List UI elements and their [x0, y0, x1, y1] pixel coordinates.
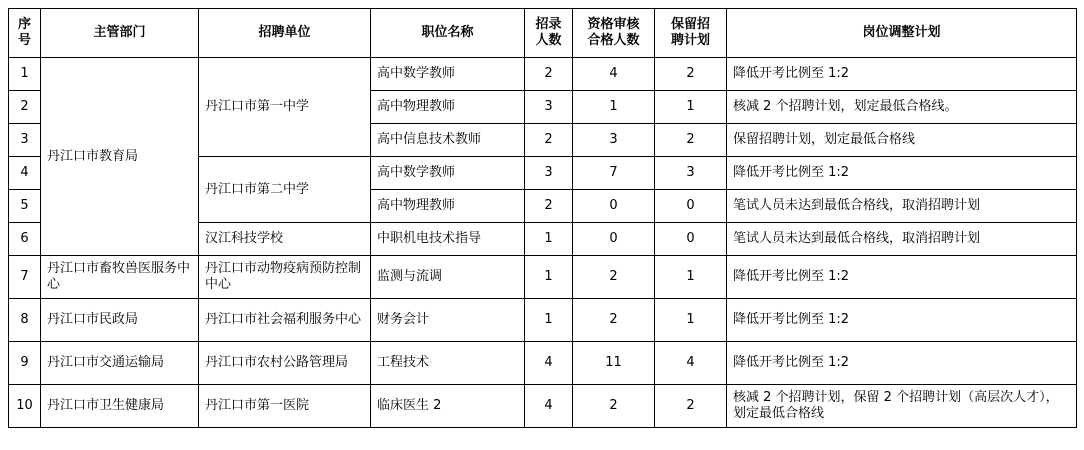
cell-retained: 0	[655, 190, 727, 223]
cell-no: 4	[9, 157, 41, 190]
cell-retained: 2	[655, 385, 727, 428]
cell-plan: 降低开考比例至 1:2	[727, 157, 1077, 190]
cell-plan: 笔试人员未达到最低合格线，取消招聘计划	[727, 223, 1077, 256]
cell-no: 10	[9, 385, 41, 428]
cell-no: 7	[9, 256, 41, 299]
table-row	[9, 342, 1077, 385]
cell-unit: 丹江口市社会福利服务中心	[199, 299, 371, 342]
cell-position: 财务会计	[371, 299, 525, 342]
table-header-row	[9, 9, 1077, 58]
header-retained: 保留招 聘计划	[655, 9, 727, 58]
cell-quota: 1	[525, 256, 573, 299]
recruitment-adjustment-table-wrapper	[8, 8, 1077, 428]
cell-qualified: 11	[573, 342, 655, 385]
cell-retained: 3	[655, 157, 727, 190]
recruitment-adjustment-table	[8, 8, 1077, 428]
table-row	[9, 256, 1077, 299]
cell-position: 高中物理教师	[371, 91, 525, 124]
cell-quota: 3	[525, 91, 573, 124]
cell-position: 工程技术	[371, 342, 525, 385]
cell-qualified: 2	[573, 385, 655, 428]
cell-unit: 丹江口市第一医院	[199, 385, 371, 428]
cell-no: 1	[9, 58, 41, 91]
cell-retained: 1	[655, 256, 727, 299]
cell-quota: 2	[525, 190, 573, 223]
cell-plan: 核减 2 个招聘计划，保留 2 个招聘计划（高层次人才），划定最低合格线	[727, 385, 1077, 428]
cell-position: 高中数学教师	[371, 58, 525, 91]
cell-quota: 2	[525, 58, 573, 91]
header-position: 职位名称	[371, 9, 525, 58]
cell-no: 3	[9, 124, 41, 157]
cell-no: 6	[9, 223, 41, 256]
table-row	[9, 58, 1077, 91]
cell-qualified: 2	[573, 256, 655, 299]
cell-position: 高中物理教师	[371, 190, 525, 223]
cell-quota: 4	[525, 385, 573, 428]
cell-quota: 4	[525, 342, 573, 385]
cell-quota: 1	[525, 299, 573, 342]
cell-qualified: 3	[573, 124, 655, 157]
cell-quota: 3	[525, 157, 573, 190]
cell-retained: 0	[655, 223, 727, 256]
header-quota: 招录 人数	[525, 9, 573, 58]
cell-no: 9	[9, 342, 41, 385]
header-qualified: 资格审核 合格人数	[573, 9, 655, 58]
cell-department: 丹江口市卫生健康局	[41, 385, 199, 428]
cell-qualified: 4	[573, 58, 655, 91]
cell-retained: 1	[655, 299, 727, 342]
header-department: 主管部门	[41, 9, 199, 58]
cell-unit: 丹江口市第二中学	[199, 157, 371, 223]
cell-unit: 丹江口市第一中学	[199, 58, 371, 157]
cell-plan: 保留招聘计划，划定最低合格线	[727, 124, 1077, 157]
cell-plan: 降低开考比例至 1:2	[727, 256, 1077, 299]
cell-position: 高中数学教师	[371, 157, 525, 190]
cell-department: 丹江口市畜牧兽医服务中心	[41, 256, 199, 299]
cell-retained: 1	[655, 91, 727, 124]
cell-unit: 丹江口市农村公路管理局	[199, 342, 371, 385]
cell-unit: 汉江科技学校	[199, 223, 371, 256]
cell-plan: 笔试人员未达到最低合格线，取消招聘计划	[727, 190, 1077, 223]
cell-qualified: 0	[573, 190, 655, 223]
cell-position: 临床医生 2	[371, 385, 525, 428]
table-row	[9, 385, 1077, 428]
cell-qualified: 7	[573, 157, 655, 190]
cell-retained: 2	[655, 58, 727, 91]
cell-qualified: 0	[573, 223, 655, 256]
cell-qualified: 1	[573, 91, 655, 124]
cell-no: 5	[9, 190, 41, 223]
header-serial-no: 序 号	[9, 9, 41, 58]
cell-no: 8	[9, 299, 41, 342]
cell-unit: 丹江口市动物疫病预防控制中心	[199, 256, 371, 299]
cell-department: 丹江口市教育局	[41, 58, 199, 256]
cell-position: 中职机电技术指导	[371, 223, 525, 256]
table-row	[9, 299, 1077, 342]
header-unit: 招聘单位	[199, 9, 371, 58]
cell-qualified: 2	[573, 299, 655, 342]
cell-plan: 降低开考比例至 1:2	[727, 58, 1077, 91]
header-adjustment-plan: 岗位调整计划	[727, 9, 1077, 58]
cell-plan: 降低开考比例至 1:2	[727, 299, 1077, 342]
cell-no: 2	[9, 91, 41, 124]
cell-position: 监测与流调	[371, 256, 525, 299]
cell-quota: 1	[525, 223, 573, 256]
cell-position: 高中信息技术教师	[371, 124, 525, 157]
cell-plan: 核减 2 个招聘计划，划定最低合格线。	[727, 91, 1077, 124]
cell-retained: 2	[655, 124, 727, 157]
cell-department: 丹江口市交通运输局	[41, 342, 199, 385]
cell-quota: 2	[525, 124, 573, 157]
cell-department: 丹江口市民政局	[41, 299, 199, 342]
cell-plan: 降低开考比例至 1:2	[727, 342, 1077, 385]
cell-retained: 4	[655, 342, 727, 385]
